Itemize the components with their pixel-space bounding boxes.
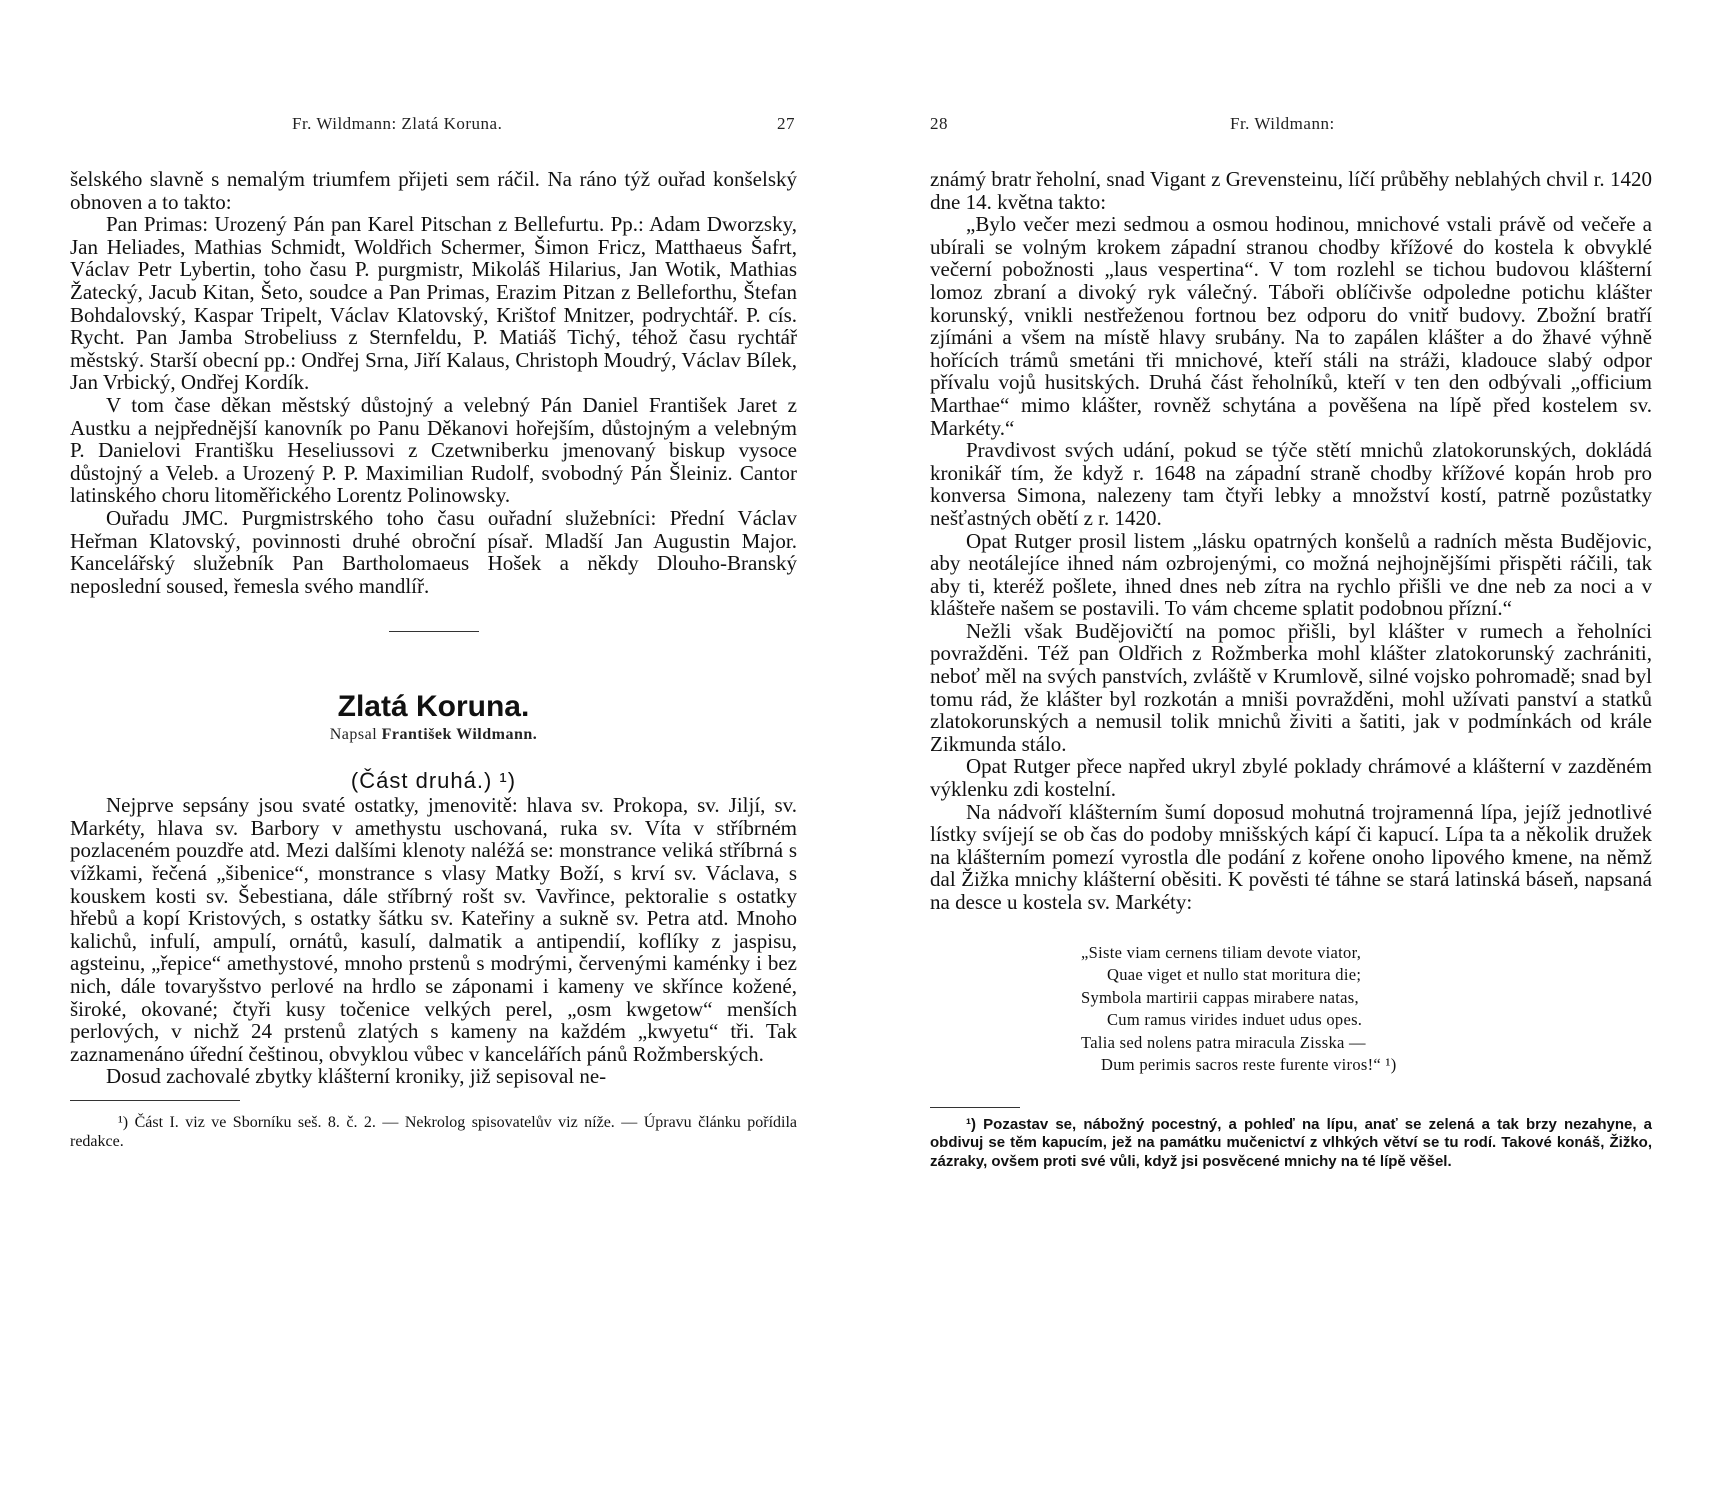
- page-number: 28: [930, 114, 948, 133]
- article-title: Zlatá Koruna.: [337, 690, 530, 724]
- right-page-header: [930, 114, 1652, 138]
- footnote: ¹) Část I. viz ve Sborníku seš. 8. č. 2. — Nekrolog spisovatelův viz níže. — Úpravu článku pořídila redakce.: [70, 1114, 797, 1150]
- paragraph: Pravdivost svých udání, pokud se týče stětí mnichů zlatokorunských, dokládá kronikář tím, že když r. 1648 na západní straně chodby křížové kopán hrob pro konversa Simona, nalezeny tam čtyři lebky a množství kostí, patrně pozůstatky nešťastných obětí z r. 1420.: [930, 438, 1652, 530]
- paragraph: Na nádvoří klášterním šumí doposud mohutná trojramenná lípa, jejíž jednotlivé lístky svíjejí se ob čas do podoby mnišských kápí či kapucí. Lípa ta a několik družek na klášterním pomezí vyrostla dle podání z kořene onoho lipového kmene, na němž dal Žižka mnichy klášterní oběsiti. K pověsti té táhne se stará latinská báseň, napsaná na desce u kostela sv. Markéty:: [930, 799, 1652, 914]
- poem-line: Dum perimis sacros reste furente viros!“ ¹): [1101, 1055, 1397, 1075]
- footnote: ¹) Pozastav se, nábožný pocestný, a pohleď na lípu, anať se zelená a tak brzy nezahyne, a obdivuj se těm kapucím, jež na památku mučenictví z vlhkých větví se tu rodí. Takové konáš, Žižko, zázraky, ovšem proti své vůli, když jsi posvěcené mnichy na té lípě věšel.: [930, 1115, 1652, 1170]
- paragraph: V tom čase děkan městský důstojný a velebný Pán Daniel František Jaret z Austku a nejpřednější kanovník po Panu Děkanovi hořejším, důstojným a velebným P. Danielovi Františku Heseliussovi z Czetwniberku jmenovaný biskup vysoce důstojný a Veleb. a Urozený P. P. Maximilian Rudolf, svobodný Pán Šleiniz. Cantor latinského choru litoměřického Lorentz Polinowsky.: [70, 392, 797, 508]
- running-title: Fr. Wildmann: Zlatá Koruna.: [292, 114, 503, 133]
- paragraph: Ouřadu JMC. Purgmistrského toho času ouřadní služebníci: Přední Václav Heřman Klatovský, povinnosti druhé obroční písař. Mladší Jan Augustin Major. Kancelářský služebník Pan Bartholomaeus Hošek a někdy Dlouho-Branský neposlední soused, řemesla svého mandlíř.: [70, 505, 797, 598]
- left-page-header: [70, 114, 797, 138]
- paragraph: Opat Rutger prosil listem „lásku opatrných konšelů a radních města Budějovic, aby neotálejíce ihned nám ozbrojenými, co možná nejhojnějšími přispěti ráčili, tak aby ti, kteréž pošlete, ihned dnes neb zítra na rychlo přišli ve dne neb za noci a v klášteře našem se postavili. To vám chceme splatit podobnou přízní.“: [930, 528, 1652, 621]
- left-page: [70, 0, 797, 1500]
- article-byline: [70, 726, 797, 744]
- poem-line: Cum ramus virides induet udus opes.: [1107, 1010, 1363, 1030]
- paragraph: šelského slavně s nemalým triumfem přijeti sem ráčil. Na ráno týž ouřad konšelský obnoven a to takto:: [70, 167, 797, 214]
- part-heading: (Část druhá.) ¹): [350, 768, 517, 794]
- paragraph: Nežli však Budějovičtí na pomoc přišli, byl klášter v rumech a řeholníci povražděni. Též pan Oldřich z Rožmberka mohl klášter zlatokorunský zachrániti, neboť měl na svých panstvích, zvláště v Krumlově, silné vojsko pohromadě; snad byl tomu rád, že klášter byl rozkotán a mniši povražděni, mohl užívati panství a statků zlatokorunských a nemusil tolik mnichů živiti a šatiti, jak v podmínkách od krále Zikmunda stálo.: [930, 618, 1652, 756]
- right-page: [930, 0, 1652, 1500]
- poem-line: Quae viget et nullo stat moritura die;: [1107, 965, 1362, 985]
- paragraph: Opat Rutger přece napřed ukryl zbylé poklady chrámové a klášterní v zazděném výklenku zdi kostelní.: [930, 754, 1652, 802]
- poem-line: „Siste viam cernens tiliam devote viator,: [1081, 942, 1362, 962]
- paragraph-chronicle-quote: „Bylo večer mezi sedmou a osmou hodinou, mnichové vstali právě od večeře a ubírali se volným krokem západní stranou chodby křížové do kostela k obvyklé večerní pobožnosti „laus vespertina“. V tom rozlehl se tichou budovou klášterní lomoz zbraní a divoký ryk válečný. Táboři oblíčivše odpoledne potichu klášter korunský, vnikli nestřeženou fortnou bez odporu do vnitř budovy. Zbožní bratří zjímáni a všem na místě hlavy srubány. Na to zapálen klášter a do žhavé výhně hořících trámů smetáni tři mnichové, kteří stáli na stráži, kladouce slabý odpor přívalu vojů husitských. Druhá část řeholníků, kteří v ten den odbývali „officium Marthae“ mimo klášter, rovněž schytána a pověšena na lípě před kostelem sv. Markéty.“: [930, 212, 1652, 440]
- left-page-body: [70, 168, 797, 1151]
- paragraph: Nejprve sepsány jsou svaté ostatky, jmenovitě: hlava sv. Prokopa, sv. Jiljí, sv. Markéty, hlava sv. Barbory v amethystu uschovaná, ruka sv. Víta v stříbrném pozlaceném pouzdře atd. Mezi dalšími klenoty naléžá se: monstrance veliká stříbrná s vížkami, řečená „šibenice“, monstrance s vlasy Matky Boží, s krví sv. Václava, s kouskem kosti sv. Šebestiana, dále stříbrný rošt sv. Vavřince, pektoralie s ostatky hřebů a kopí Kristových, s ostatky šátku sv. Kateřiny a sukně sv. Petra atd. Mnoho kalichů, infulí, ampulí, ornátů, kasulí, dalmatik a antipendií, koflíky z jaspisu, agsteinu, „řepice“ amethystové, mnoho prstenů s modrými, červenými kaménky i bez nich, dále tovaryšstvo perlové na hrdlo se záponami i kameny ve skřínce kožené, široké, okované; čtyři kusy točenice velkých perel, „osm kwgetow“ menších perlových, v nichž 24 prstenů zlatých s kameny na každém „kwyetu“ tři. Tak zaznamenáno úřední češtinou, obvyklou vůbec v kancelářích pánů Rožmberských.: [70, 793, 797, 1066]
- byline-prefix: Napsal: [329, 726, 378, 744]
- paragraph: známý bratr řeholní, snad Vigant z Grevensteinu, líčí průběhy neblahých chvil r. 1420 dne 14. května takto:: [930, 167, 1652, 214]
- byline-author: František Wildmann.: [381, 726, 538, 744]
- paragraph-council-list: Pan Primas: Urozený Pán pan Karel Pitschan z Bellefurtu. Pp.: Adam Dworzsky, Jan Heliades, Mathias Schmidt, Woldřich Schermer, Šimon Fricz, Matthaeus Šafrt, Václav Petr Lybertin, toho času P. purgmistr, Mikoláš Hilarius, Jan Wotik, Mathias Žatecký, Jacub Kitan, Šeto, soudce a Pan Primas, Erazim Pitzan z Belleforthu, Štefan Bohdalovský, Kaspar Tripelt, Václav Klatovský, Krištof Mnitzer, podrychtář. P. cís. Rycht. Pan Jamba Strobeliuss z Sternfeldu, P. Matiáš Tichý, téhož času rychtář městský. Starší obecní pp.: Ondřej Srna, Jiří Kalaus, Christoph Moudrý, Václav Bílek, Jan Vrbický, Ondřej Kordík.: [70, 212, 797, 395]
- poem-line: Symbola martirii cappas mirabere natas,: [1081, 987, 1359, 1007]
- right-page-body: [930, 168, 1652, 1171]
- latin-poem: [1081, 942, 1501, 1077]
- paragraph-continued: Dosud zachovalé zbytky klášterní kroniky, již sepisoval ne-: [106, 1064, 607, 1089]
- running-title: Fr. Wildmann:: [1230, 114, 1335, 133]
- poem-line: Talia sed nolens patra miracula Zisska —: [1081, 1032, 1366, 1052]
- page-number: 27: [777, 114, 795, 133]
